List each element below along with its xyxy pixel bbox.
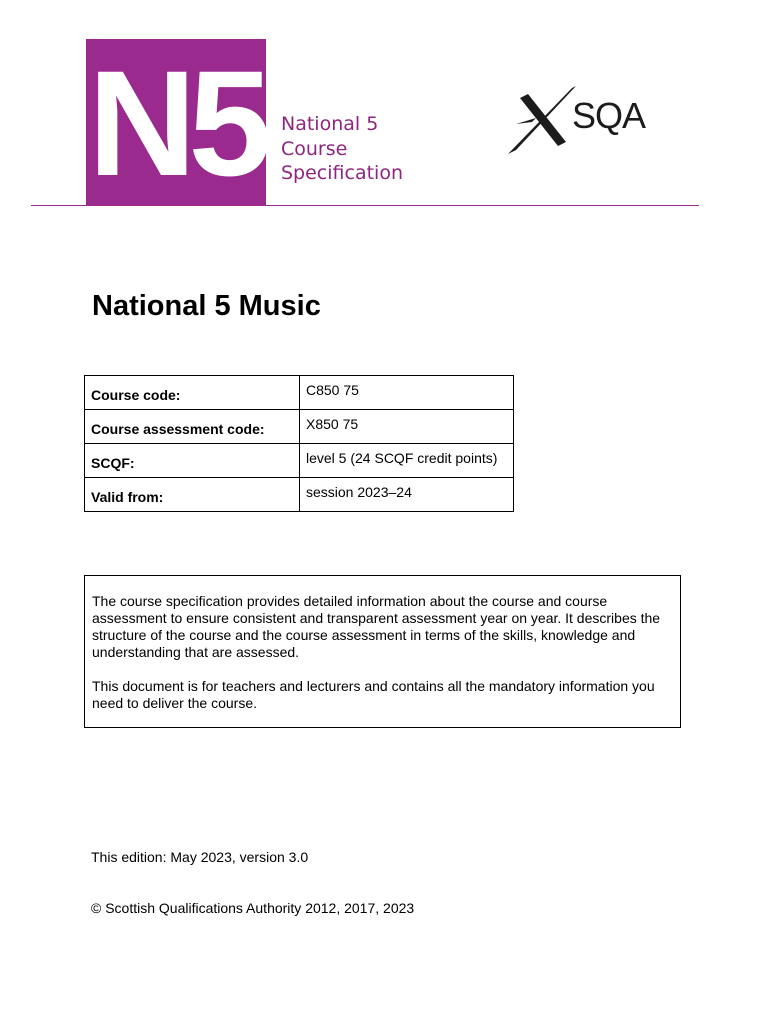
scqf-label: SCQF: — [85, 444, 300, 478]
description-box — [84, 575, 681, 728]
assessment-code-value: X850 75 — [300, 410, 514, 444]
document-title: National 5 Music — [92, 290, 321, 322]
header-divider — [31, 205, 699, 206]
n5-badge — [86, 39, 266, 206]
course-code-value: C850 75 — [300, 376, 514, 410]
scqf-value: level 5 (24 SCQF credit points) — [300, 444, 514, 478]
n5-badge-text: N5 — [88, 39, 264, 207]
description-paragraph-2: This document is for teachers and lecturers and contains all the mandatory information you need to deliver the course. — [92, 678, 655, 711]
course-code-label: Course code: — [85, 376, 300, 410]
page-header — [0, 0, 768, 210]
valid-from-value: session 2023–24 — [300, 478, 514, 512]
edition-note: This edition: May 2023, version 3.0 — [91, 849, 309, 865]
valid-from-label: Valid from: — [85, 478, 300, 512]
table-row — [85, 444, 514, 478]
table-row — [85, 376, 514, 410]
table-row — [85, 410, 514, 444]
description-paragraph-1: The course specification provides detailed information about the course and course assessment to ensure consistent and transparent assessment year on year. It describes the structure of the course and the course assessment in terms of the skills, knowledge and understanding that are assessed. — [92, 593, 661, 660]
copyright-note: © Scottish Qualifications Authority 2012, 2017, 2023 — [91, 900, 415, 916]
course-info-table — [84, 375, 514, 512]
course-type-label — [281, 112, 403, 186]
assessment-code-label: Course assessment code: — [85, 410, 300, 444]
course-type-line-1: National 5 — [281, 113, 379, 135]
sqa-logo-text: SQA — [572, 95, 646, 136]
course-type-line-3: Specification — [281, 162, 403, 184]
table-row — [85, 478, 514, 512]
course-type-line-2: Course — [281, 137, 348, 160]
